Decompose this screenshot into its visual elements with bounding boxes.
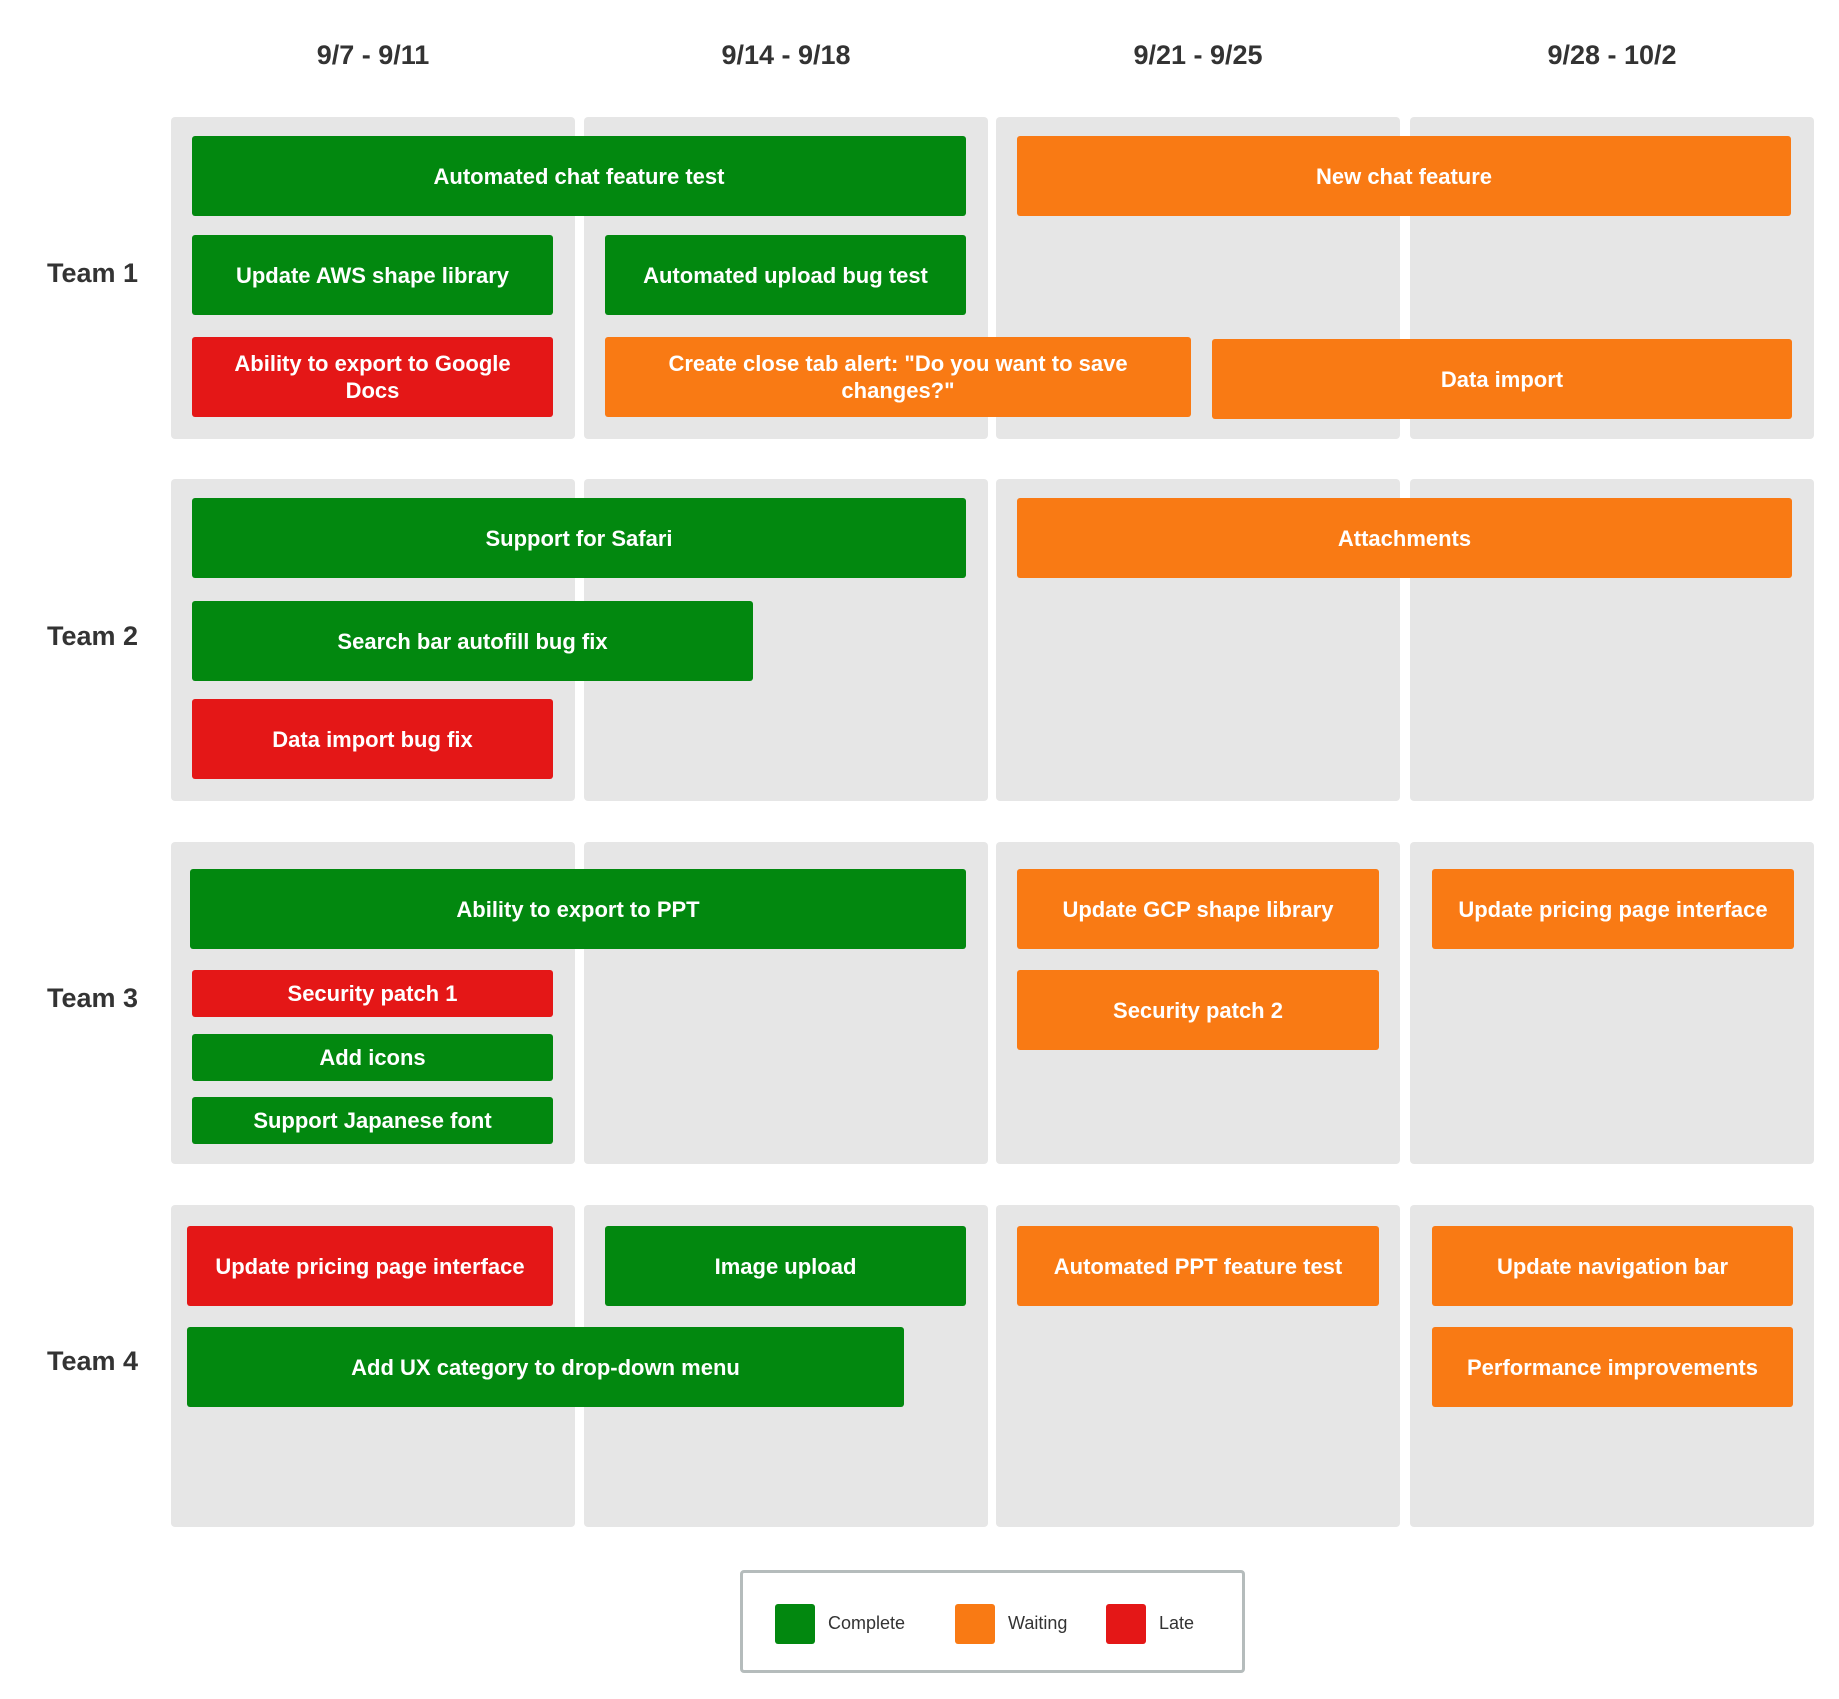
legend-swatch-waiting [955,1604,995,1644]
task-card[interactable]: Ability to export to PPT [190,869,966,949]
task-card[interactable]: Performance improvements [1432,1327,1793,1407]
task-card[interactable]: Add UX category to drop-down menu [187,1327,904,1407]
task-card[interactable]: Automated PPT feature test [1017,1226,1379,1306]
task-card[interactable]: Update navigation bar [1432,1226,1793,1306]
task-card[interactable]: Create close tab alert: "Do you want to save changes?" [605,337,1191,417]
legend-swatch-late [1106,1604,1146,1644]
task-card[interactable]: Attachments [1017,498,1792,578]
task-card[interactable]: Support Japanese font [192,1097,553,1144]
legend-label-late: Late [1159,1613,1195,1633]
task-card[interactable]: Security patch 2 [1017,970,1379,1050]
task-card[interactable]: Update AWS shape library [192,235,553,315]
legend-swatch-complete [775,1604,815,1644]
task-card[interactable]: Ability to export to Google Docs [192,337,553,417]
legend-label-complete: Complete [828,1613,906,1633]
task-card[interactable]: Data import [1212,339,1792,419]
task-card[interactable]: Data import bug fix [192,699,553,779]
team-label-3: Team 3 [47,983,139,1013]
task-card[interactable]: Update pricing page interface [187,1226,553,1306]
task-card[interactable]: Security patch 1 [192,970,553,1017]
task-card[interactable]: New chat feature [1017,136,1791,216]
column-header-week-3: 9/21 - 9/25 [1133,40,1263,70]
team-label-2: Team 2 [47,621,139,651]
task-card[interactable]: Update GCP shape library [1017,869,1379,949]
legend [740,1570,1245,1673]
task-card[interactable]: Image upload [605,1226,966,1306]
task-card[interactable]: Add icons [192,1034,553,1081]
column-header-week-4: 9/28 - 10/2 [1547,40,1677,70]
task-card[interactable]: Search bar autofill bug fix [192,601,753,681]
task-card[interactable]: Automated upload bug test [605,235,966,315]
column-header-week-1: 9/7 - 9/11 [316,40,430,70]
team-label-1: Team 1 [47,258,139,288]
task-card[interactable]: Support for Safari [192,498,966,578]
team-label-4: Team 4 [47,1346,139,1376]
task-card[interactable]: Update pricing page interface [1432,869,1794,949]
task-card[interactable]: Automated chat feature test [192,136,966,216]
column-header-week-2: 9/14 - 9/18 [721,40,851,70]
legend-label-waiting: Waiting [1008,1613,1068,1633]
